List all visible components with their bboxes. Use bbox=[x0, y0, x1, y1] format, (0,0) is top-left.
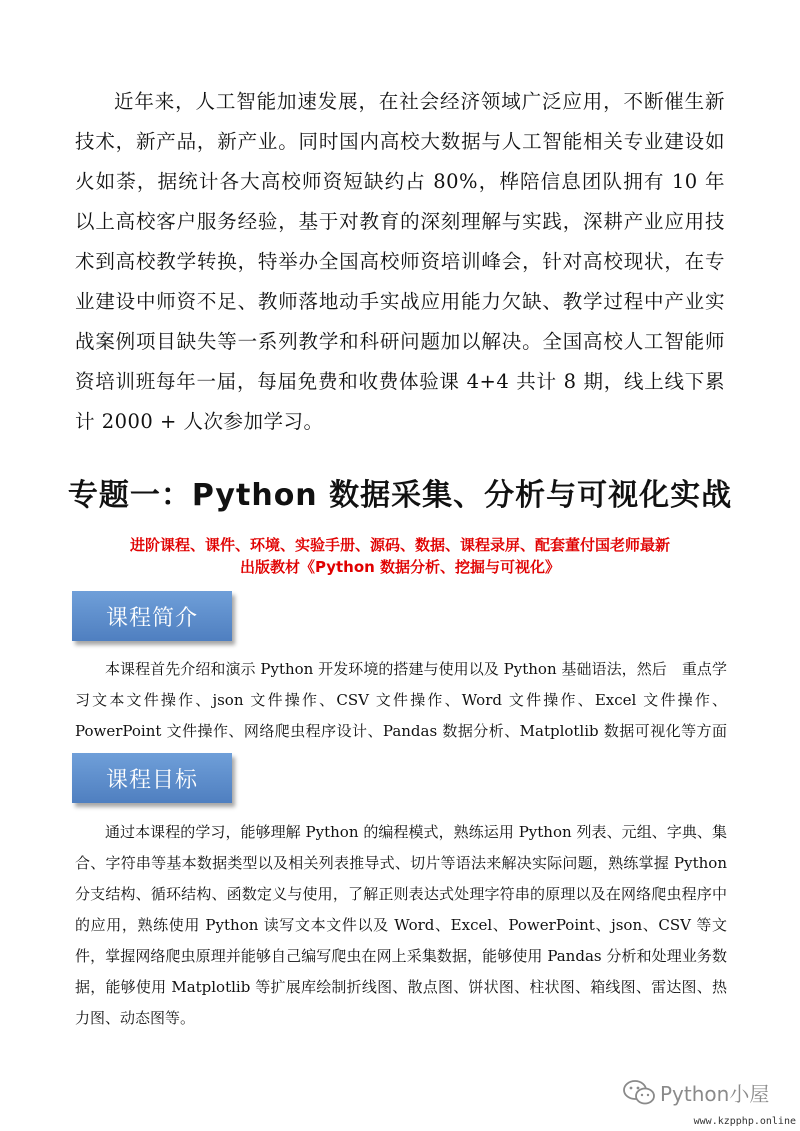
course-goal-text: 通过本课程的学习，能够理解 Python 的编程模式，熟练运用 Python 列表、元组、字典、集合、字符串等基本数据类型以及相关列表推导式、切片等语法来解决实际问题，熟练掌握 Python 分支结构、循环结构、函数定义与使用，了解正则表达式处理字符串的原理以及在网络爬虫程序中的应用，熟练使用 Python 读写文本文件以及 Word、Excel、PowerPoint、json、CSV 等文件，掌握网络爬虫原理并能够自己编写爬虫在网上采集数据，能够使用 Pandas 分析和处理业务数据，能够使用 Matplotlib 等扩展库绘制折线图、散点图、饼状图、柱状图、箱线图、雷达图、热力图、动态图等。 bbox=[75, 823, 727, 1027]
course-goal-badge: 课程目标 bbox=[72, 753, 232, 803]
red-subtitle-line1: 进阶课程、课件、环境、实验手册、源码、数据、课程录屏、配套董付国老师最新 bbox=[129, 536, 670, 554]
wechat-icon bbox=[622, 1079, 656, 1107]
red-subtitle bbox=[0, 534, 800, 578]
topic-title: 专题一：Python 数据采集、分析与可视化实战 bbox=[67, 478, 733, 513]
watermark-text: Python小屋 bbox=[660, 1082, 770, 1106]
red-subtitle-line2: 出版教材《Python 数据分析、挖掘与可视化》 bbox=[239, 558, 561, 576]
site-url: www.kzpphp.online bbox=[693, 1116, 796, 1127]
course-intro-text: 本课程首先介绍和演示 Python 开发环境的搭建与使用以及 Python 基础语法，然后 重点学习文本文件操作、json 文件操作、CSV 文件操作、Word 文件操作、Excel 文件操作、PowerPoint 文件操作、网络爬虫程序设计、Pandas 数据分析、Matplotlib 数据可视化等方面 bbox=[75, 660, 727, 740]
watermark bbox=[622, 1078, 769, 1107]
course-intro-badge: 课程简介 bbox=[72, 591, 232, 641]
intro-paragraph: 近年来，人工智能加速发展，在社会经济领域广泛应用，不断催生新技术，新产品，新产业。同时国内高校大数据与人工智能相关专业建设如火如荼，据统计各大高校师资短缺约占 80%，桦陪信息团队拥有 10 年以上高校客户服务经验，基于对教育的深刻理解与实践，深耕产业应用技术到高校教学转换，特举办全国高校师资培训峰会，针对高校现状，在专业建设中师资不足、教师落地动手实战应用能力欠缺、教学过程中产业实战案例项目缺失等一系列教学和科研问题加以解决。全国高校人工智能师资培训班每年一届，每届免费和收费体验课 4+4 共计 8 期，线上线下累计 2000 + 人次参加学习。 bbox=[75, 90, 725, 433]
